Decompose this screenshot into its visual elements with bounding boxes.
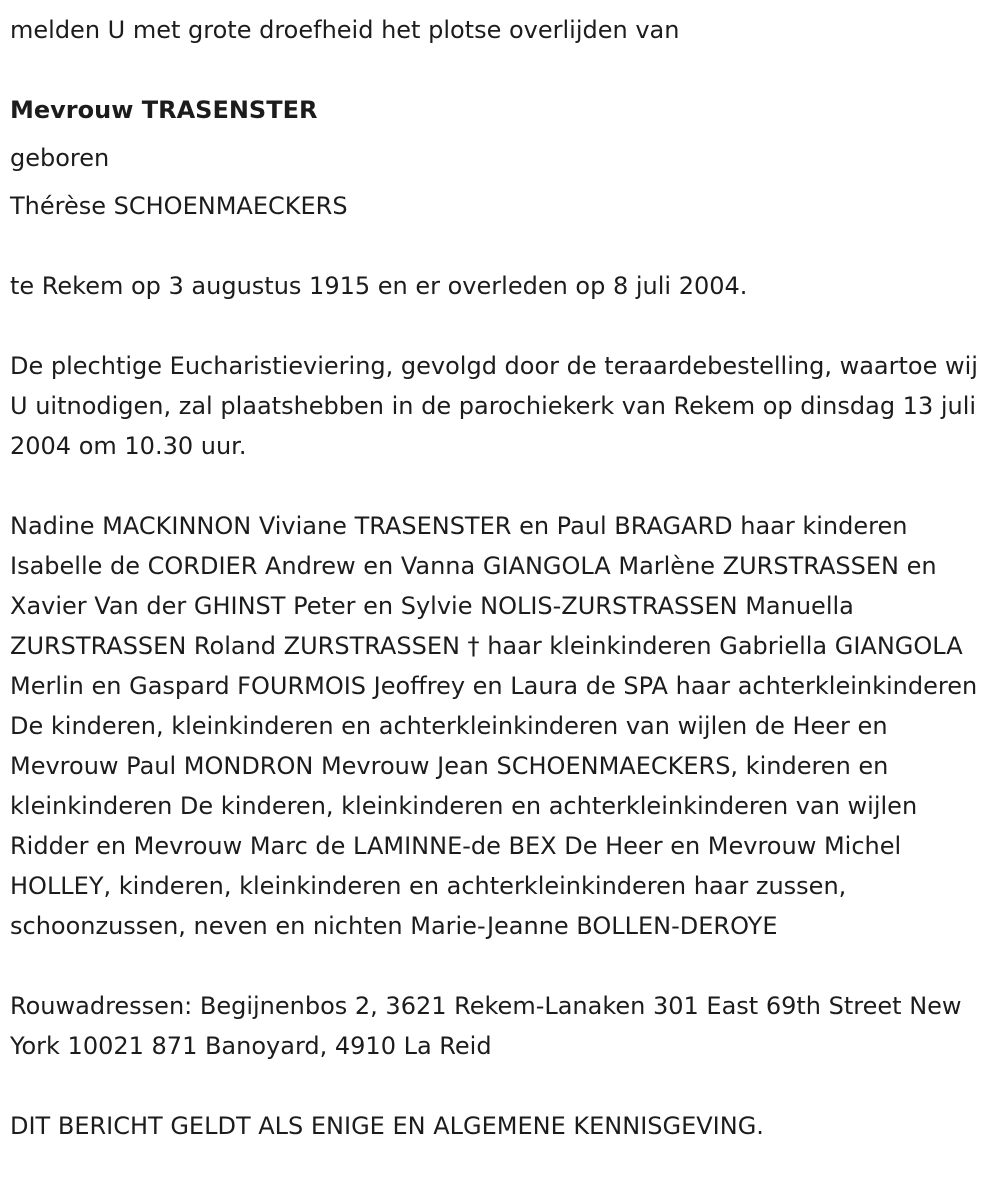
maiden-name: Thérèse SCHOENMAECKERS [10, 192, 348, 220]
service-announcement: De plechtige Eucharistieviering, gevolgd door de teraardebestelling, waartoe wij U uitnodigen, zal plaatshebben in de parochiekerk van Rekem op dinsdag 13 juli 2004 om 10.30 uur. [10, 352, 978, 460]
life-dates-line: te Rekem op 3 augustus 1915 en er overleden op 8 juli 2004. [10, 272, 748, 300]
closing-notice: DIT BERICHT GELDT ALS ENIGE EN ALGEMENE KENNISGEVING. [10, 1112, 764, 1140]
family-list: Nadine MACKINNON Viviane TRASENSTER en Paul BRAGARD haar kinderen Isabelle de CORDIER Andrew en Vanna GIANGOLA Marlène ZURSTRASSEN en Xavier Van der GHINST Peter en Sylvie NOLIS-ZURSTRASSEN Manuella ZURSTRASSEN Roland ZURSTRASSEN † haar kleinkinderen Gabriella GIANGOLA Merlin en Gaspard FOURMOIS Jeoffrey en Laura de SPA haar achterkleinkinderen De kinderen, kleinkinderen en achterkleinkinderen van wijlen de Heer en Mevrouw Paul MONDRON Mevrouw Jean SCHOENMAECKERS, kinderen en kleinkinderen De kinderen, kleinkinderen en achterkleinkinderen van wijlen Ridder en Mevrouw Marc de LAMINNE-de BEX De Heer en Mevrouw Michel HOLLEY, kinderen, kleinkinderen en achterkleinkinderen haar zussen, schoonzussen, neven en nichten Marie-Jeanne BOLLEN-DEROYE [10, 512, 978, 940]
mourning-addresses: Rouwadressen: Begijnenbos 2, 3621 Rekem-Lanaken 301 East 69th Street New York 10021 871 Banoyard, 4910 La Reid [10, 992, 962, 1060]
deceased-name: Mevrouw TRASENSTER [10, 96, 318, 124]
born-label: geboren [10, 144, 110, 172]
intro-line: melden U met grote droefheid het plotse overlijden van [10, 16, 680, 44]
